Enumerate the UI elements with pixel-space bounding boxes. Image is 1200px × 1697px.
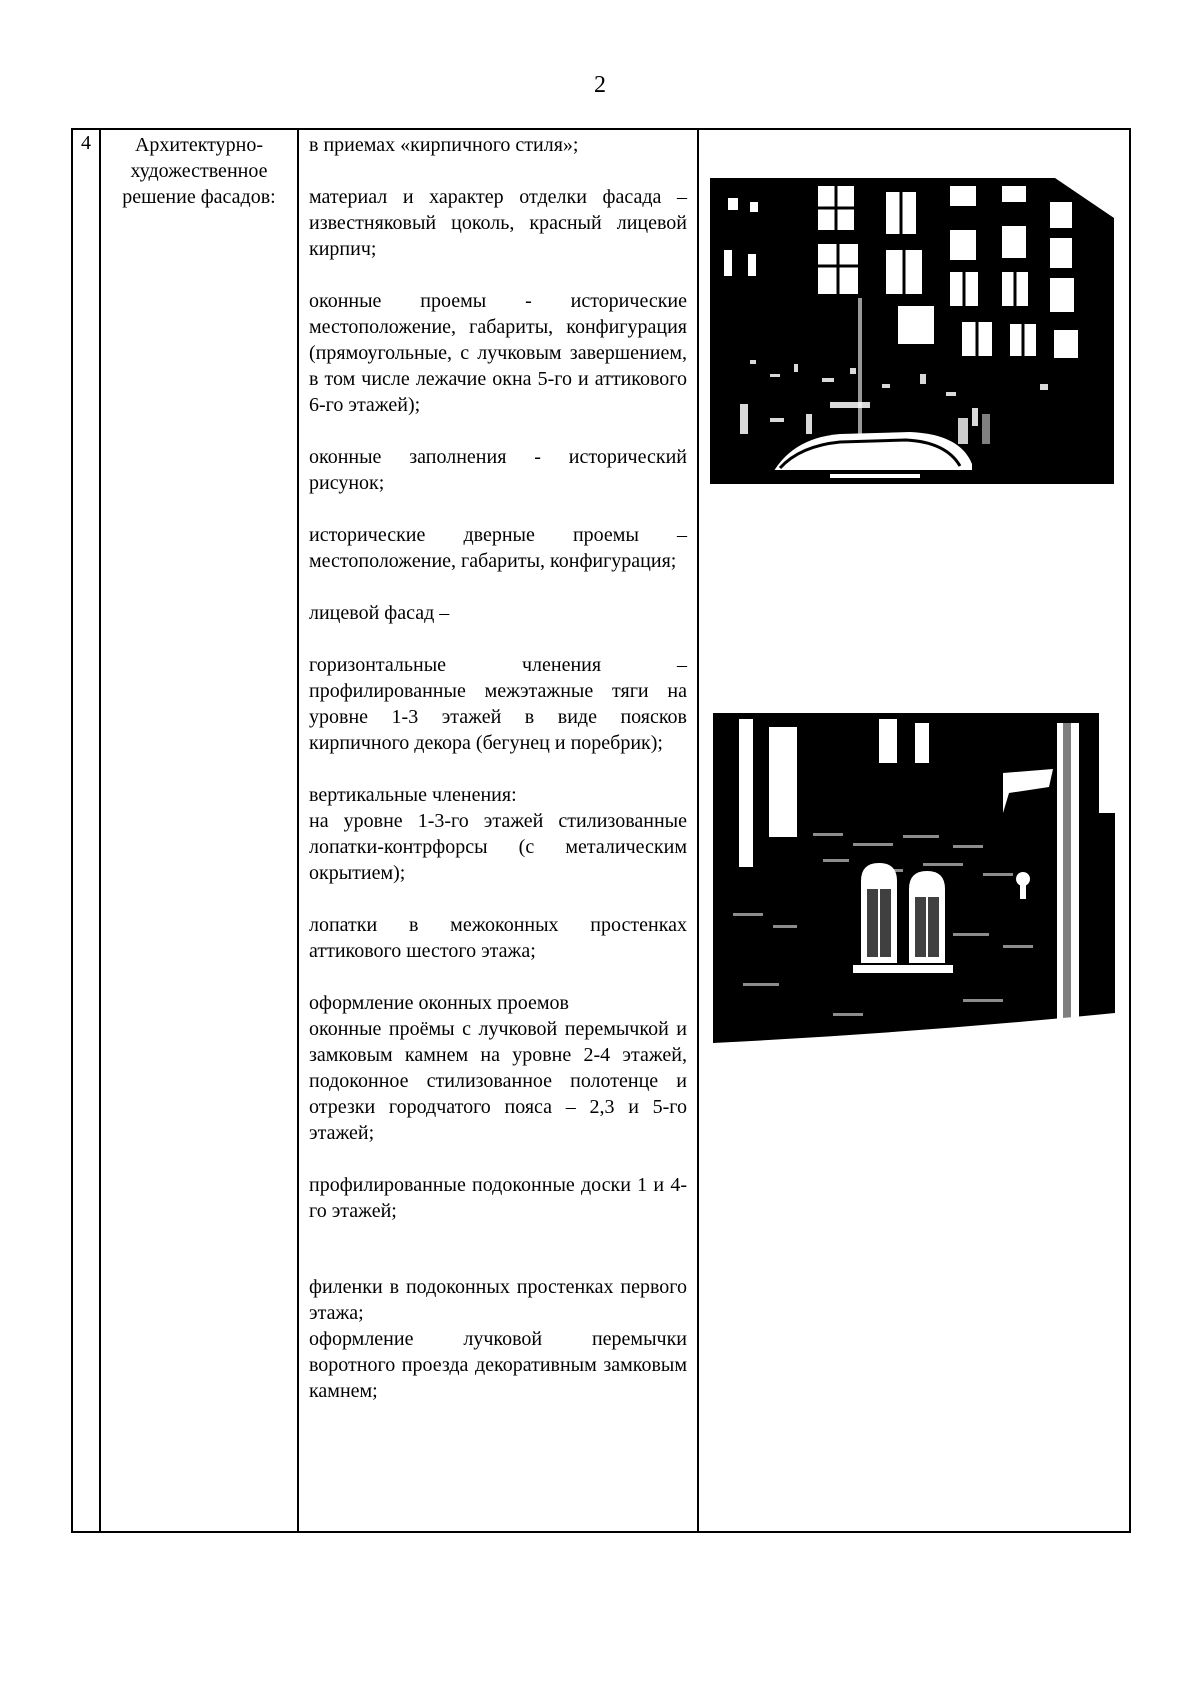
row-title-line: решение фасадов: (122, 186, 276, 208)
photos-cell (698, 129, 1130, 1532)
description-paragraph: оконные проёмы с лучковой перемычкой и замковым камнем на уровне 2-4 этажей, подоконное стилизованное полотенце и отрезки городчатого пояса – 2,3 и 5-го этажей; (309, 1018, 687, 1144)
description-cell (298, 129, 698, 1532)
table-row (72, 129, 1130, 1532)
page-number: 2 (594, 72, 606, 98)
row-title-line: Архитектурно- (134, 134, 264, 156)
description-paragraph: профилированные подоконные доски 1 и 4-го этажей; (309, 1174, 687, 1222)
facade-photo-detail (713, 713, 1115, 1059)
facade-photo-street (710, 178, 1114, 484)
row-number: 4 (72, 129, 100, 1532)
description-paragraph: в приемах «кирпичного стиля»; (309, 134, 579, 156)
description-paragraph: оконные заполнения - исторический рисунок; (309, 446, 687, 494)
description-paragraph: на уровне 1-3-го этажей стилизованные лопатки-контрфорсы (с металическим окрытием); (309, 810, 687, 884)
heritage-table (71, 128, 1131, 1533)
description-paragraph: вертикальные членения: (309, 784, 517, 806)
description-paragraph: горизонтальные членения – профилированные межэтажные тяги на уровне 1-3 этажей в виде поясков кирпичного декора (бегунец и поребрик); (309, 654, 687, 754)
description-paragraph: оформление оконных проемов (309, 992, 569, 1014)
row-title (100, 129, 298, 1532)
description-paragraph: исторические дверные проемы – местоположение, габариты, конфигурация; (309, 524, 687, 572)
row-title-line: художественное (130, 160, 268, 182)
description-paragraph: филенки в подоконных простенках первого этажа; (309, 1276, 687, 1324)
description-paragraph: оконные проемы - исторические местоположение, габариты, конфигурация (прямоугольные, с лучковым завершением, в том числе лежачие окна 5-го и аттикового 6-го этажей); (309, 290, 687, 416)
description-paragraph: материал и характер отделки фасада – известняковый цоколь, красный лицевой кирпич; (309, 186, 687, 260)
description-paragraph: оформление лучковой перемычки воротного проезда декоративным замковым камнем; (309, 1328, 687, 1402)
description-paragraph: лопатки в межоконных простенках аттикового шестого этажа; (309, 914, 687, 962)
description-paragraph: лицевой фасад – (309, 602, 450, 624)
